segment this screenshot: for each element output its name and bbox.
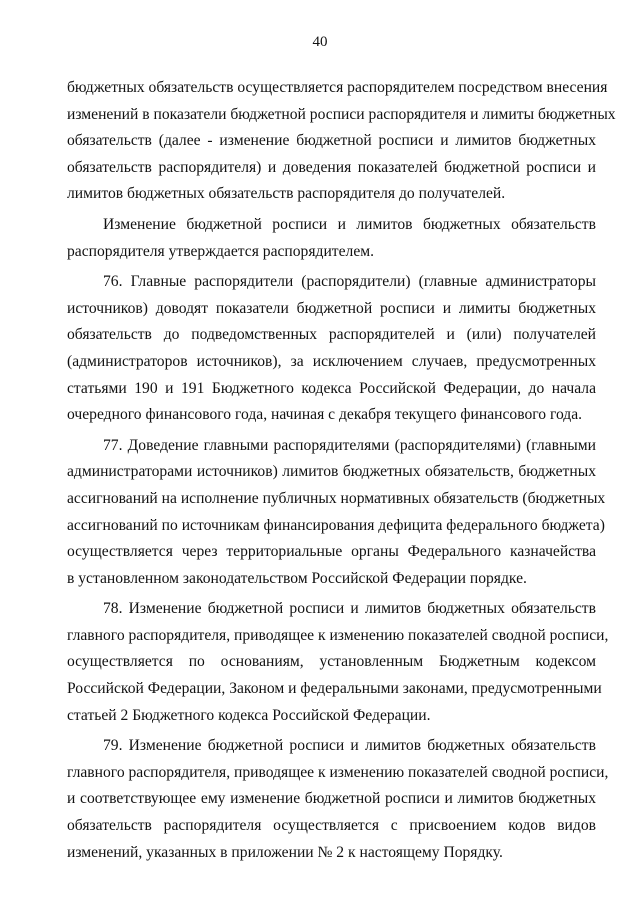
text-line: Изменение бюджетной росписи и лимитов бюджетных обязательств (103, 215, 596, 233)
text-line: источников) доводят показатели бюджетной росписи и лимиты бюджетных (67, 299, 596, 317)
paragraph (67, 433, 606, 593)
text-line: бюджетных обязательств осуществляется распорядителем посредством внесения (67, 79, 608, 96)
text-line: и соответствующее ему изменение бюджетной росписи и лимитов бюджетных (67, 790, 596, 808)
text-line: (администраторов источников), за исключением случаев, предусмотренных (67, 352, 596, 370)
text-line: Российской Федерации, Законом и федеральными законами, предусмотренными (67, 680, 602, 698)
page-number: 40 (312, 34, 328, 50)
text-line: обязательств до подведомственных распорядителей и (или) получателей (67, 326, 596, 344)
text-line: 77. Доведение главными распорядителями (распорядителями) (главными (103, 436, 596, 454)
text-line: главного распорядителя, приводящее к изменению показателей сводной росписи, (67, 626, 609, 644)
text-line: 79. Изменение бюджетной росписи и лимитов бюджетных обязательств (103, 737, 596, 755)
paragraph (67, 212, 596, 265)
document-body (67, 75, 616, 870)
text-line: ассигнований на исполнение публичных нормативных обязательств (бюджетных (67, 489, 606, 507)
text-line: 78. Изменение бюджетной росписи и лимитов бюджетных обязательств (103, 600, 596, 618)
text-line: ассигнований по источникам финансирования дефицита федерального бюджета) (67, 516, 605, 534)
text-line: обязательств (далее - изменение бюджетной росписи и лимитов бюджетных (67, 132, 596, 150)
text-line: обязательств распорядителя осуществляется с присвоением кодов видов (67, 817, 596, 835)
text-line: 76. Главные распорядители (распорядители) (главные администраторы (103, 273, 596, 291)
text-line: осуществляется через территориальные органы Федерального казначейства (67, 543, 596, 561)
paragraph (67, 733, 609, 866)
text-line: очередного финансового года, начиная с декабря текущего финансового года. (67, 406, 583, 424)
text-line: статьей 2 Бюджетного кодекса Российской Федерации. (67, 706, 431, 724)
paragraph (67, 596, 609, 729)
text-line: распорядителя утверждается распорядителем. (67, 242, 375, 260)
text-line: осуществляется по основаниям, установленным Бюджетным кодексом (67, 653, 596, 671)
text-line: администраторами источников) лимитов бюджетных обязательств, бюджетных (67, 463, 596, 481)
text-line: главного распорядителя, приводящее к изменению показателей сводной росписи, (67, 763, 609, 781)
text-line: лимитов бюджетных обязательств распорядителя до получателей. (67, 185, 506, 203)
text-line: изменений в показатели бюджетной росписи распорядителя и лимиты бюджетных (67, 105, 616, 123)
paragraph (67, 269, 596, 429)
text-line: статьями 190 и 191 Бюджетного кодекса Российской Федерации, до начала (67, 379, 596, 397)
text-line: в установленном законодательством Российской Федерации порядке. (67, 569, 527, 587)
text-line: обязательств распорядителя) и доведения показателей бюджетной росписи и (67, 158, 596, 176)
paragraph (67, 75, 616, 208)
text-line: изменений, указанных в приложении № 2 к настоящему Порядку. (67, 843, 503, 861)
